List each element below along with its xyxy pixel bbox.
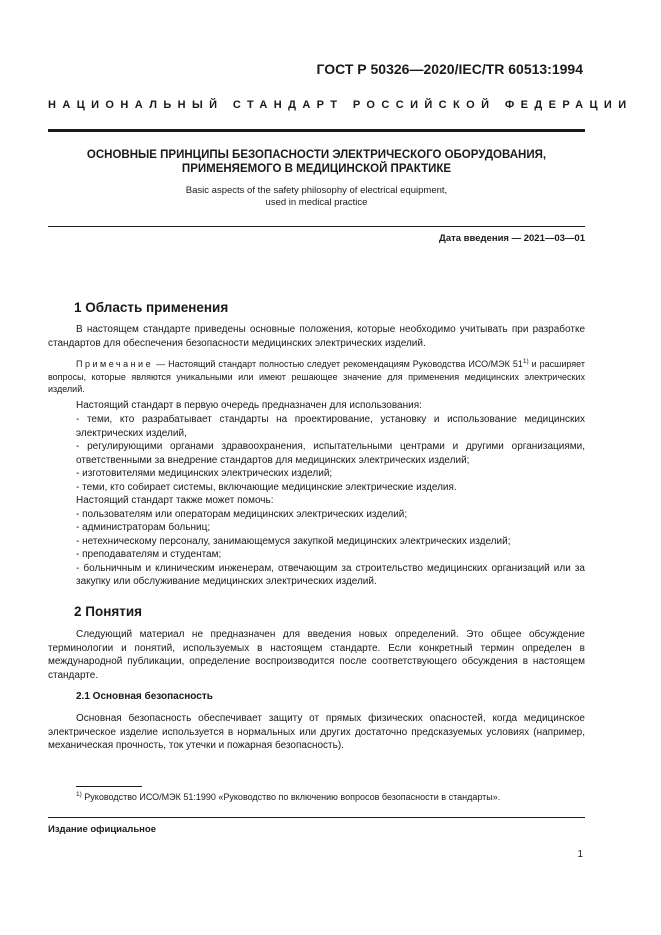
usage-list	[48, 413, 585, 589]
footnote-marker: 1)	[76, 791, 82, 798]
list-item: - нетехническому персоналу, занимающемуся закупкой медицинских электрических изделий;	[76, 535, 511, 547]
section-2-heading: 2 Понятия	[74, 604, 143, 619]
list-item: - теми, кто собирает системы, включающие медицинские электрические изделия.	[76, 481, 457, 493]
section-2-paragraph-1: Следующий материал не предназначен для введения новых определений. Это общее обсуждение терминологии и понятий, используемых в настоящем стандарте. Если конкретный термин определен в международной публикации, определение воспроизводится после соответствующего обсуждения в настоящем стандарте.	[48, 629, 585, 681]
list-item: - изготовителями медицинских электрических изделий;	[76, 468, 333, 479]
english-title-line-2: used in medical practice	[265, 197, 368, 208]
list-item: - администраторам больниц;	[76, 522, 211, 533]
effective-date: Дата введения — 2021—03—01	[439, 233, 585, 244]
section-1-paragraph-2: Настоящий стандарт в первую очередь предназначен для использования:	[76, 400, 422, 411]
standard-id: ГОСТ Р 50326—2020/IEC/TR 60513:1994	[316, 61, 583, 77]
title-line-1: ОСНОВНЫЕ ПРИНЦИПЫ БЕЗОПАСНОСТИ ЭЛЕКТРИЧЕСКОГО ОБОРУДОВАНИЯ,	[86, 149, 547, 161]
document-title	[48, 148, 585, 176]
english-title-line-1: Basic aspects of the safety philosophy of electrical equipment,	[185, 185, 448, 196]
edition-label: Издание официальное	[48, 824, 156, 835]
list-item: - регулирующими органами здравоохранения, испытательными центрами и другими организациями, ответственными за внедрение стандартов для медицинских электрических изделий;	[76, 441, 585, 466]
title-line-2: ПРИМЕНЯЕМОГО В МЕДИЦИНСКОЙ ПРАКТИКЕ	[181, 163, 452, 175]
list-item: - теми, кто разрабатывает стандарты на проектирование, установку и использование медицинских электрических изделий,	[76, 414, 585, 439]
footnote-rule	[76, 786, 142, 787]
english-title	[48, 185, 585, 209]
footer-rule	[48, 817, 585, 818]
footnote: $^{1)}$ Руководство ИСО/МЭК 51:1990 «Руководство по включению вопросов безопасности в стандарты».	[76, 791, 501, 802]
note-label: Примечание	[76, 359, 154, 369]
page-number: 1	[577, 849, 583, 860]
section-1-paragraph-3: Настоящий стандарт также может помочь:	[76, 495, 274, 506]
list-item: - пользователям или операторам медицинских электрических изделий;	[76, 508, 408, 520]
section-1-heading: 1 Область применения	[74, 300, 229, 315]
subsection-2-1-paragraph: Основная безопасность обеспечивает защиту от прямых физических опасностей, когда медицинское электрическое изделие используется в нормальных или других достаточно предсказуемых условиях (например, механическая прочность, ток утечки и пожарная безопасность).	[48, 713, 585, 751]
national-standard-banner: НАЦИОНАЛЬНЫЙ СТАНДАРТ РОССИЙСКОЙ ФЕДЕРАЦИИ	[48, 99, 633, 111]
section-1-note: Примечание — Настоящий стандарт полностью следует рекомендациям Руководства ИСО/МЭК 51$^{1)}$ и расширяет вопросы, которые являются уникальными или имеют решающее значение для применения медицинских электрических изделий.	[48, 358, 585, 394]
list-item: - больничным и клиническим инженерам, отвечающим за строительство медицинских организаций или за закупку или обслуживание медицинских электрических изделий.	[76, 562, 585, 587]
header-rule	[48, 129, 585, 132]
subsection-2-1-heading: 2.1 Основная безопасность	[76, 691, 213, 702]
footnote-ref: 1)	[522, 358, 529, 365]
section-1-paragraph-1: В настоящем стандарте приведены основные положения, которые необходимо учитывать при разработке стандартов для обеспечения безопасности медицинских электрических изделий.	[48, 324, 585, 349]
title-rule	[48, 226, 585, 227]
list-item: - преподавателям и студентам;	[76, 549, 222, 560]
